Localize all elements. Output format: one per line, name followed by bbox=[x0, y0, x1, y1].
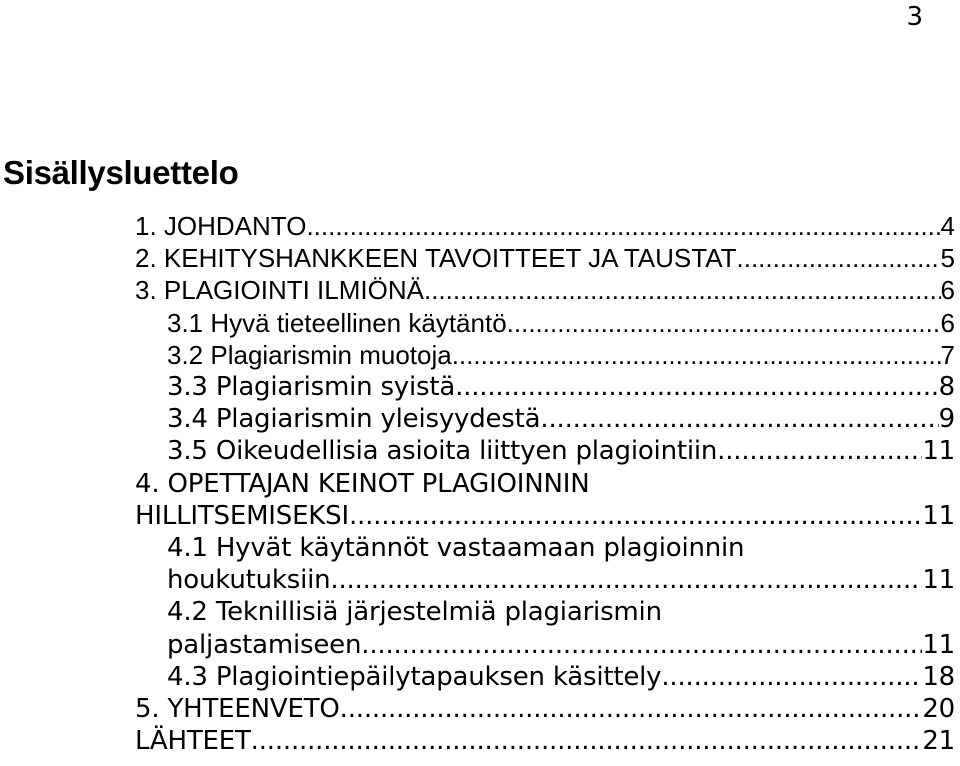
toc-entry-title: 2. KEHITYSHANKKEEN TAVOITTEET JA TAUSTAT bbox=[135, 243, 737, 274]
toc-entry-title: 3.2 Plagiarismin muotoja bbox=[167, 339, 452, 370]
toc-entry-page: 8 bbox=[938, 372, 955, 403]
toc-entry-page: 11 bbox=[922, 500, 955, 531]
toc-entry-tavoitteet[interactable] bbox=[135, 242, 955, 274]
dot-leader bbox=[507, 307, 941, 339]
toc-entry-hyva-kaytanto[interactable] bbox=[135, 307, 955, 339]
dot-leader bbox=[717, 435, 922, 467]
toc-entry-title: LÄHTEET bbox=[135, 726, 251, 757]
dot-leader bbox=[340, 693, 923, 725]
toc-entry-title: 5. YHTEENVETO bbox=[135, 694, 340, 725]
toc-entry-opettajan-keinot[interactable] bbox=[135, 468, 955, 532]
toc-entry-title: 3.3 Plagiarismin syistä bbox=[167, 372, 456, 403]
toc-entry-title: 1. JOHDANTO bbox=[135, 211, 307, 241]
toc-entry-title-line1: 4. OPETTAJAN KEINOT PLAGIOINNIN bbox=[135, 468, 590, 499]
toc-entry-syista[interactable] bbox=[135, 371, 955, 403]
toc-entry-title-line2: HILLITSEMISEKSI bbox=[135, 500, 349, 531]
toc-entry-page: 21 bbox=[922, 726, 955, 757]
toc-entry-page: 4 bbox=[940, 211, 955, 241]
toc-entry-title: 3. PLAGIOINTI ILMIÖNÄ bbox=[135, 275, 424, 306]
dot-leader bbox=[306, 210, 940, 242]
toc-entry-page: 18 bbox=[922, 661, 955, 692]
toc-entry-oikeudellisia[interactable] bbox=[135, 435, 955, 467]
toc-entry-title-line1: 4.1 Hyvät käytännöt vastaamaan plagioinnin bbox=[167, 533, 745, 564]
toc-entry-page: 11 bbox=[922, 565, 955, 596]
dot-leader bbox=[361, 629, 922, 661]
toc-entry-teknillisia[interactable] bbox=[135, 596, 955, 660]
toc-entry-kasittely[interactable] bbox=[135, 661, 955, 693]
toc-entry-page: 20 bbox=[922, 694, 955, 725]
toc-entry-title: 3.5 Oikeudellisia asioita liittyen plagiointiin bbox=[167, 436, 718, 467]
toc-entry-lahteet[interactable] bbox=[135, 725, 955, 757]
dot-leader bbox=[349, 500, 922, 532]
page-number: 3 bbox=[906, 2, 923, 32]
table-of-contents bbox=[135, 210, 955, 757]
toc-entry-title: 3.4 Plagiarismin yleisyydestä bbox=[167, 404, 541, 435]
toc-entry-title: 4.3 Plagiointiepäilytapauksen käsittely bbox=[167, 661, 662, 692]
toc-entry-page: 6 bbox=[940, 275, 955, 306]
dot-leader bbox=[251, 725, 923, 757]
toc-entry-page: 11 bbox=[922, 629, 955, 660]
toc-heading: Sisällysluettelo bbox=[3, 154, 239, 191]
toc-entry-johdanto[interactable] bbox=[135, 210, 955, 242]
toc-entry-page: 5 bbox=[940, 243, 955, 274]
toc-entry-hyvat-kaytannot[interactable] bbox=[135, 532, 955, 596]
toc-entry-muotoja[interactable] bbox=[135, 339, 955, 371]
toc-entry-yhteenveto[interactable] bbox=[135, 693, 955, 725]
dot-leader bbox=[424, 274, 941, 306]
toc-entry-title-line1: 4.2 Teknillisiä järjestelmiä plagiarismin bbox=[167, 597, 662, 628]
dot-leader bbox=[455, 371, 939, 403]
dot-leader bbox=[737, 242, 941, 274]
dot-leader bbox=[452, 339, 941, 371]
toc-entry-page: 9 bbox=[938, 404, 955, 435]
toc-entry-page: 7 bbox=[940, 339, 955, 370]
toc-entry-yleisyydesta[interactable] bbox=[135, 403, 955, 435]
toc-entry-page: 11 bbox=[922, 436, 955, 467]
dot-leader bbox=[330, 564, 922, 596]
toc-entry-title-line2: paljastamiseen bbox=[167, 629, 362, 660]
toc-entry-title: 3.1 Hyvä tieteellinen käytäntö bbox=[167, 307, 507, 338]
toc-entry-page: 6 bbox=[940, 307, 955, 338]
toc-entry-plagiointi-ilmiona[interactable] bbox=[135, 274, 955, 306]
toc-entry-title-line2: houkutuksiin bbox=[167, 565, 331, 596]
dot-leader bbox=[661, 661, 922, 693]
dot-leader bbox=[540, 403, 938, 435]
